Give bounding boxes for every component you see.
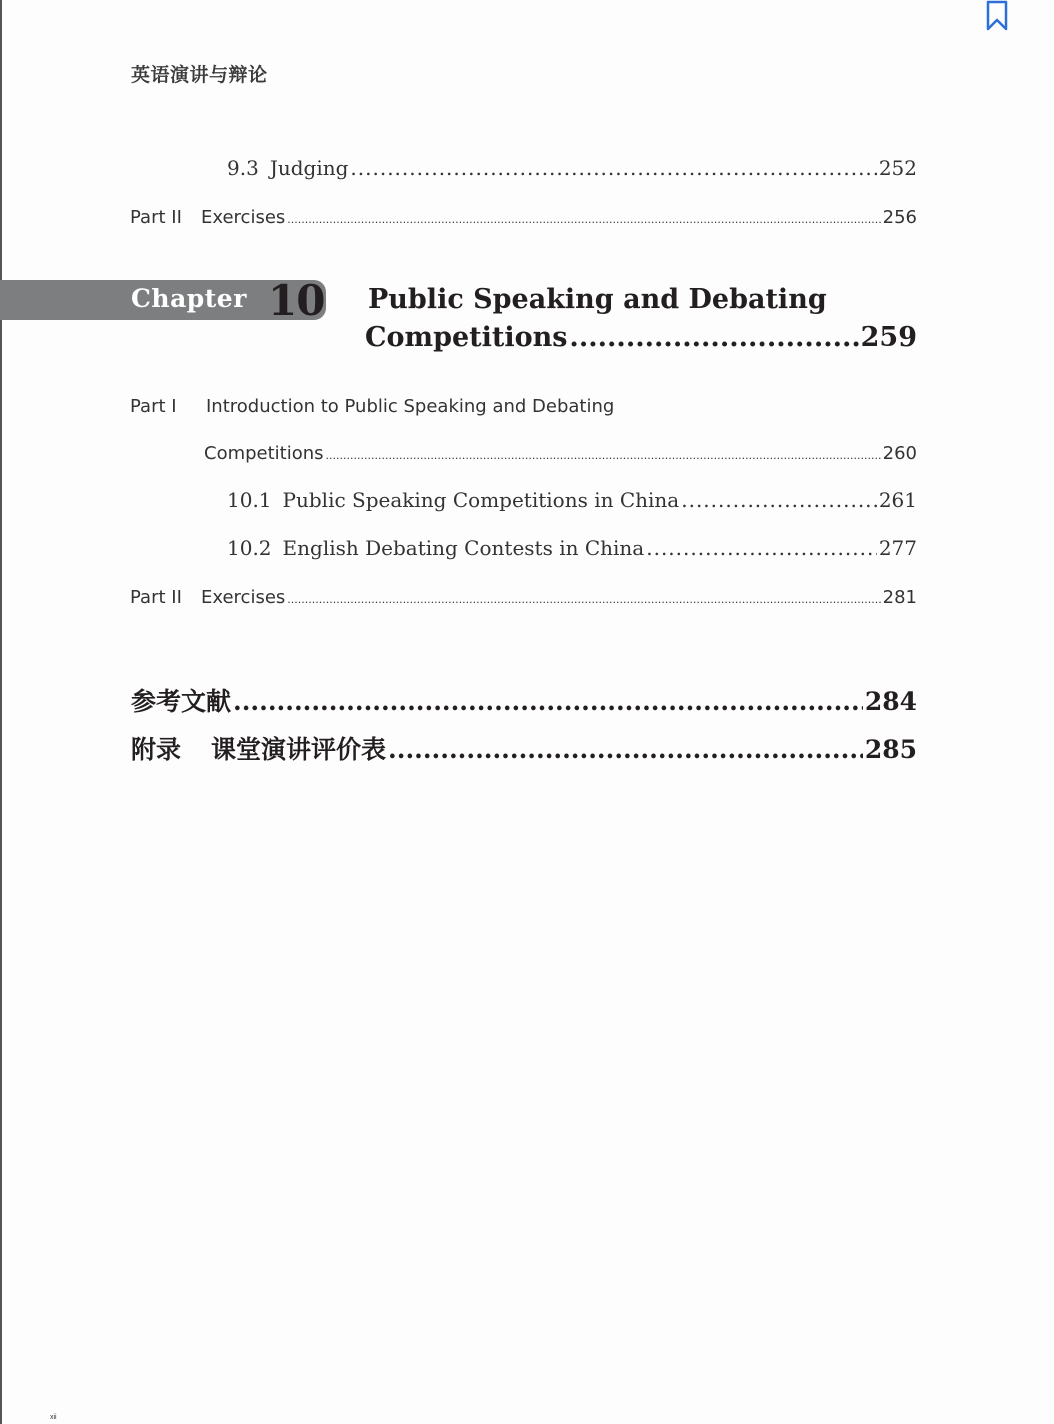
references-title: 参考文献 [131,687,232,716]
dot-leader [287,587,880,608]
chapter-label: Chapter [131,284,247,313]
dot-leader [569,322,858,353]
bookmark-icon[interactable] [984,0,1010,32]
part-title-line1[interactable]: Introduction to Public Speaking and Debating [206,396,615,417]
section-title: English Debating Contests in China [282,536,645,560]
part-title-line2: Competitions [204,443,324,464]
page-number: 277 [878,536,917,560]
toc-entry-chapter-10[interactable] [365,322,917,353]
toc-entry-10-2[interactable] [227,536,917,560]
dot-leader [326,443,881,464]
toc-entry-references[interactable] [131,682,917,718]
dot-leader [646,536,877,560]
dot-leader [287,207,880,228]
chapter-number: 10 [268,276,325,325]
toc-entry-part2-exercises-ch9[interactable] [130,207,917,228]
page-number: 285 [864,735,917,764]
part-title: Exercises [201,207,286,228]
appendix-label: 附录 [131,735,182,764]
page-number: 256 [882,207,917,228]
section-title: Judging [269,156,349,180]
part-title: Exercises [201,587,286,608]
appendix-title: 课堂演讲评价表 [211,735,387,764]
section-number: 9.3 [227,156,259,180]
toc-entry-part2-exercises-ch10[interactable] [130,587,917,608]
page-number: 252 [878,156,917,180]
dot-leader [350,156,876,180]
running-head: 英语演讲与辩论 [131,64,268,86]
page-number: 260 [882,443,917,464]
page-number: 261 [878,488,917,512]
page-number: 284 [864,687,917,716]
section-title: Public Speaking Competitions in China [282,488,680,512]
toc-entry-part1-ch10[interactable] [204,443,917,464]
chapter-title-line1[interactable]: Public Speaking and Debating [368,284,827,315]
chapter-title-line2: Competitions [365,322,568,353]
dot-leader [681,488,877,512]
page-number: 259 [860,322,917,353]
dot-leader [388,735,863,764]
page-left-edge [0,0,2,1424]
section-number: 10.2 [227,536,272,560]
part-label: Part II [130,207,182,228]
toc-entry-appendix[interactable] [131,730,917,766]
toc-entry-9-3[interactable] [227,156,917,180]
page-number: 281 [882,587,917,608]
page-folio: xii [50,1414,57,1421]
part-label: Part II [130,587,182,608]
part-label: Part I [130,396,177,417]
section-number: 10.1 [227,488,272,512]
dot-leader [233,687,863,716]
toc-entry-10-1[interactable] [227,488,917,512]
